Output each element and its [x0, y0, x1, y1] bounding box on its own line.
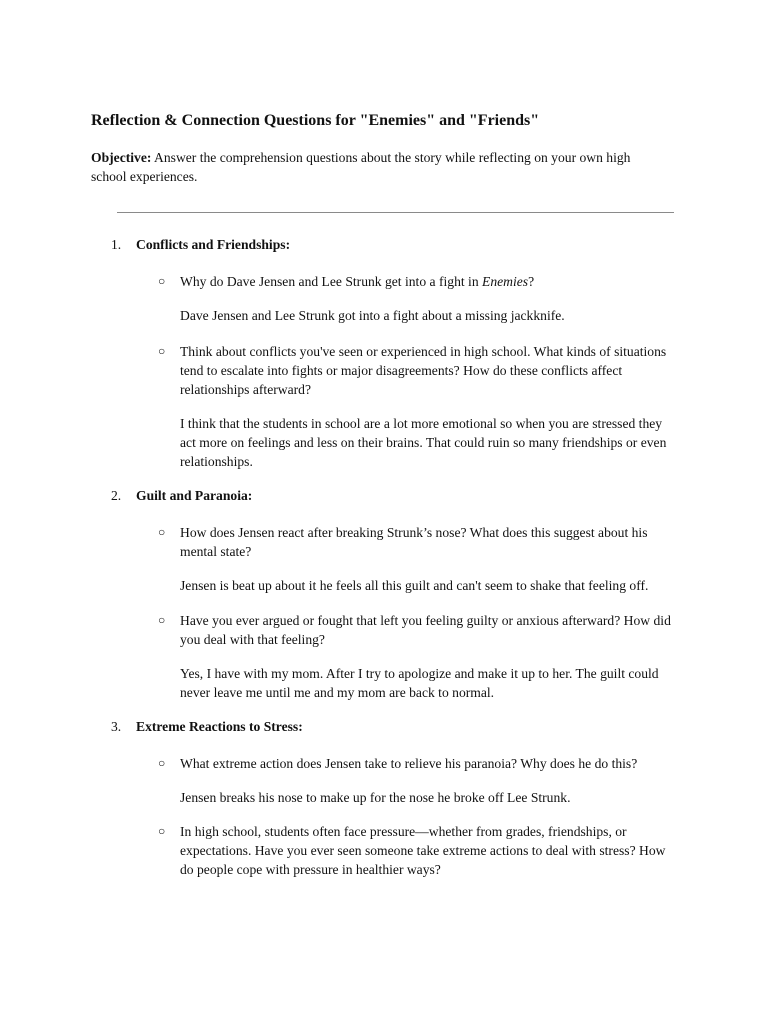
hollow-circle-bullet-icon: ○	[158, 756, 166, 770]
section-heading-text: Extreme Reactions to Stress:	[136, 719, 303, 734]
section-heading-text: Conflicts and Friendships:	[136, 237, 291, 252]
hollow-circle-bullet-icon: ○	[158, 824, 166, 838]
question-text: What extreme action does Jensen take to relieve his paranoia? Why does he do this?	[180, 756, 638, 771]
question-text: Think about conflicts you've seen or experienced in high school. What kinds of situations tend to escalate into fights or major disagreements? How do these conflicts affect relationships afterward?	[180, 344, 667, 397]
objective-label: Objective:	[91, 150, 152, 165]
answer-text: I think that the students in school are a lot more emotional so when you are stressed they act more on feelings and less on their brains. That could ruin so many friendships or even relationships.	[180, 416, 667, 469]
answer-text: Jensen is beat up about it he feels all this guilt and can't seem to shake that feeling off.	[180, 578, 649, 593]
section-number: 3.	[111, 719, 122, 734]
section-number: 2.	[111, 488, 122, 503]
story-title-italic: Enemies	[482, 274, 529, 289]
section-heading	[111, 486, 681, 505]
hollow-circle-bullet-icon: ○	[158, 613, 166, 627]
question-text	[180, 272, 680, 291]
horizontal-divider	[117, 212, 674, 213]
answer-text: Yes, I have with my mom. After I try to apologize and make it up to her. The guilt could never leave me until me and my mom are back to normal.	[180, 666, 659, 700]
question-text-start: Why do Dave Jensen and Lee Strunk get into a fight in	[180, 274, 483, 289]
section-conflicts-and-friendships	[111, 235, 681, 469]
objective-text: Answer the comprehension questions about the story while reflecting on your own high school experiences.	[91, 150, 631, 184]
section-number: 1.	[111, 237, 122, 252]
section-heading	[111, 235, 681, 254]
question-text: In high school, students often face pressure—whether from grades, friendships, or expectations. Have you ever seen someone take extreme actions to deal with stress? How do people cope with pressure in healthier ways?	[180, 824, 666, 877]
document-title: Reflection & Connection Questions for "Enemies" and "Friends"	[91, 112, 540, 129]
section-heading	[111, 717, 681, 736]
answer-text: Dave Jensen and Lee Strunk got into a fight about a missing jackknife.	[180, 308, 565, 323]
objective-paragraph	[91, 148, 651, 186]
question-text: Have you ever argued or fought that left you feeling guilty or anxious afterward? How did you deal with that feeling?	[180, 613, 671, 647]
answer-text: Jensen breaks his nose to make up for the nose he broke off Lee Strunk.	[180, 790, 571, 805]
hollow-circle-bullet-icon: ○	[158, 344, 166, 358]
question-text: How does Jensen react after breaking Strunk’s nose? What does this suggest about his mental state?	[180, 525, 648, 559]
section-guilt-and-paranoia	[111, 486, 681, 700]
hollow-circle-bullet-icon: ○	[158, 274, 166, 288]
question-text-end: ?	[528, 274, 535, 289]
section-heading-text: Guilt and Paranoia:	[136, 488, 253, 503]
section-extreme-reactions-to-stress	[111, 717, 681, 877]
hollow-circle-bullet-icon: ○	[158, 525, 166, 539]
